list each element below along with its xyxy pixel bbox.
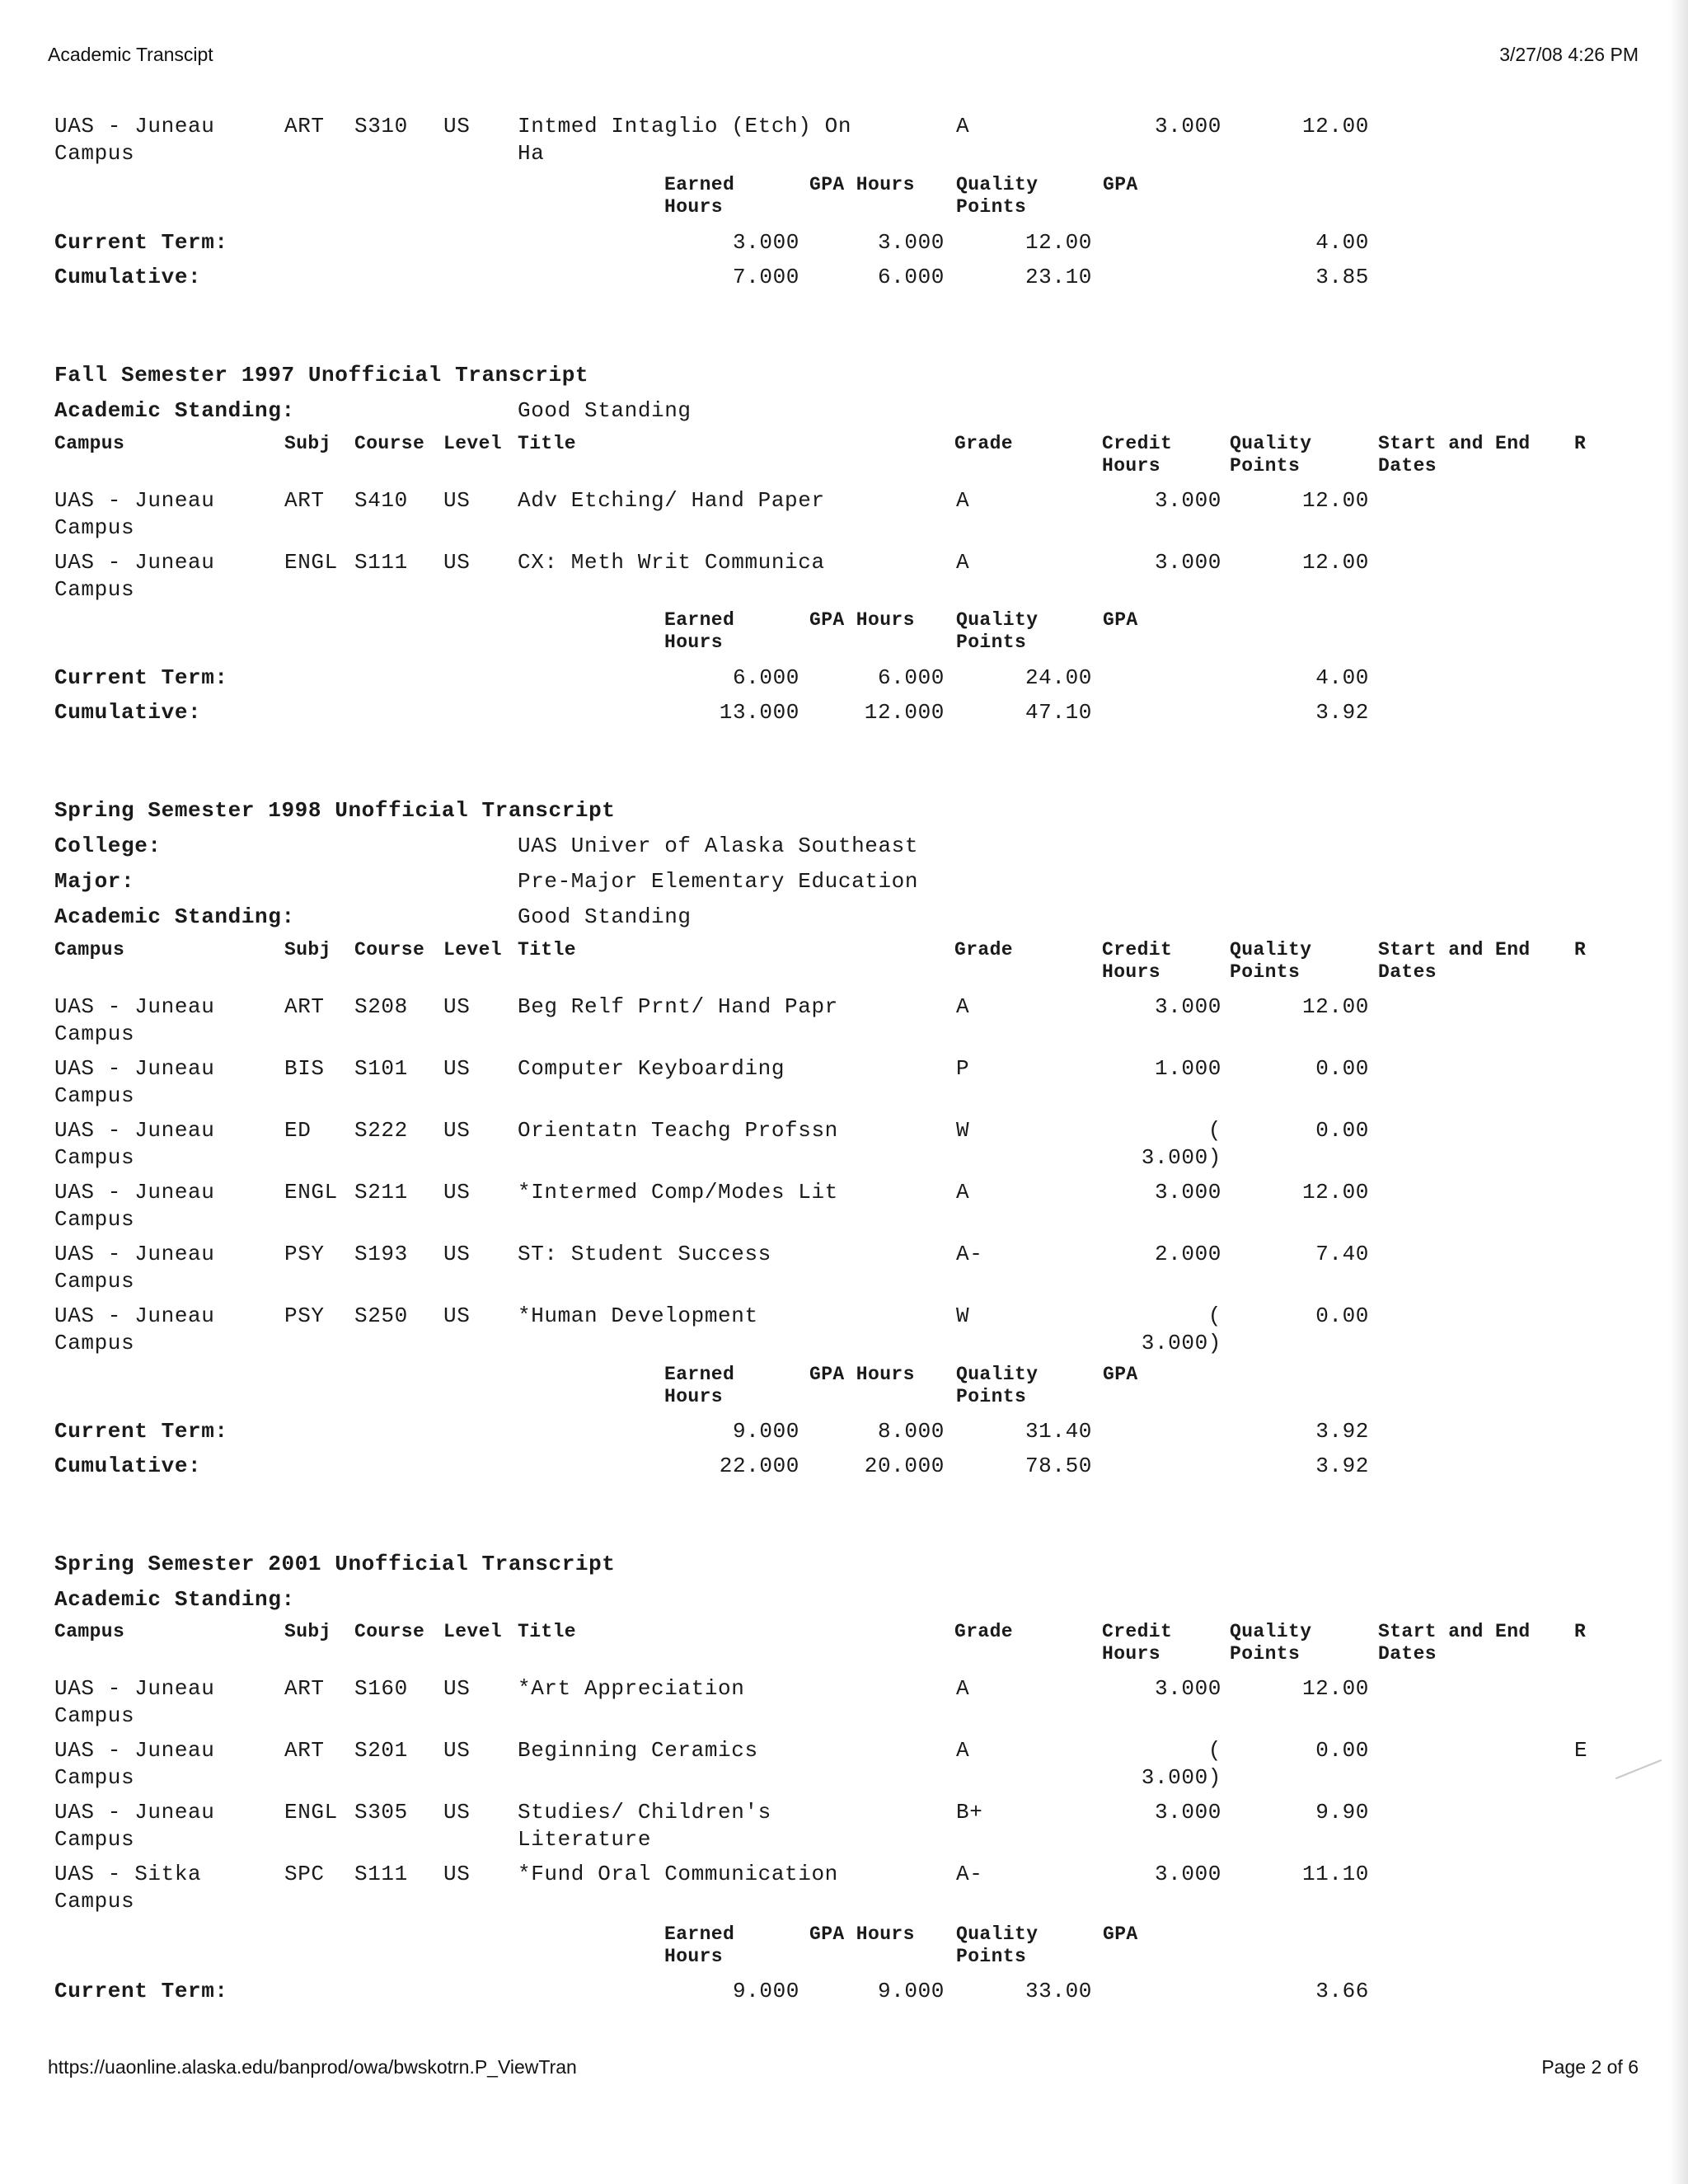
earned-label: Earned [664, 1364, 735, 1385]
title-cell: Intmed Intaglio (Etch) On [518, 114, 852, 139]
earned-hours-value: 3.000 [732, 230, 799, 255]
title-cell: Studies/ Children's [518, 1800, 771, 1825]
title-cell: *Art Appreciation [518, 1676, 745, 1701]
quality-points-cell: 12.00 [1301, 1676, 1369, 1701]
col-subj: Subj [284, 433, 331, 454]
campus-cell-line2: Campus [54, 1022, 135, 1046]
repeat-indicator-cell: E [1574, 1738, 1588, 1763]
major-label: Major: [54, 869, 135, 894]
campus-cell-line2: Campus [54, 1889, 135, 1914]
quality-points-value: 47.10 [1025, 700, 1092, 725]
earned-hours-value: 7.000 [732, 265, 799, 289]
credit-hours-cell: 3.000 [1154, 488, 1221, 513]
col-quality-points: Points [1230, 1643, 1301, 1665]
quality-label: Quality [956, 609, 1039, 631]
col-credit-hours: Hours [1102, 455, 1161, 477]
academic-standing-label: Academic Standing: [54, 398, 295, 423]
title-cell: CX: Meth Writ Communica [518, 550, 825, 575]
title-cell: ST: Student Success [518, 1242, 771, 1266]
title-cell-line2: Literature [518, 1827, 652, 1852]
course-cell: S208 [354, 994, 408, 1019]
quality-points-value: 31.40 [1025, 1419, 1092, 1444]
course-cell: S101 [354, 1056, 408, 1081]
quality-points-cell: 12.00 [1301, 1180, 1369, 1205]
col-r: R [1574, 433, 1587, 454]
level-cell: US [443, 488, 471, 513]
grade-cell: A [956, 1738, 970, 1763]
subj-cell: SPC [284, 1862, 325, 1886]
credit-hours-cell: 3.000 [1154, 1180, 1221, 1205]
quality-points-cell: 12.00 [1301, 114, 1369, 139]
page-footer-page-number: Page 2 of 6 [1541, 2056, 1639, 2078]
title-cell: Beg Relf Prnt/ Hand Papr [518, 994, 838, 1019]
campus-cell-line2: Campus [54, 1207, 135, 1232]
col-title: Title [518, 1621, 577, 1642]
quality-points-cell: 0.00 [1315, 1118, 1369, 1143]
level-cell: US [443, 114, 471, 139]
earned-hours-value: 9.000 [732, 1419, 799, 1444]
col-campus: Campus [54, 1621, 125, 1642]
subj-cell: BIS [284, 1056, 325, 1081]
gpa-label: GPA [1103, 174, 1138, 195]
earned-label: Earned [664, 1923, 735, 1945]
points-label: Points [956, 196, 1027, 218]
col-dates: Dates [1378, 1643, 1437, 1665]
level-cell: US [443, 1056, 471, 1081]
earned-hours-value: 22.000 [719, 1454, 799, 1478]
cumulative-label: Cumulative: [54, 265, 202, 289]
academic-standing-value: Good Standing [518, 904, 692, 929]
title-cell: Adv Etching/ Hand Paper [518, 488, 825, 513]
current-term-label: Current Term: [54, 665, 228, 690]
col-campus: Campus [54, 939, 125, 960]
course-cell: S310 [354, 114, 408, 139]
campus-cell: UAS - Juneau [54, 994, 215, 1019]
level-cell: US [443, 1676, 471, 1701]
gpa-hours-value: 6.000 [877, 265, 945, 289]
page-header-datetime: 3/27/08 4:26 PM [1499, 44, 1639, 65]
credit-hours-open: ( [1207, 1303, 1221, 1328]
credit-hours-cell: 3.000 [1154, 1862, 1221, 1886]
major-value: Pre-Major Elementary Education [518, 869, 919, 894]
quality-label: Quality [956, 1923, 1039, 1945]
subj-cell: ENGL [284, 1180, 338, 1205]
gpa-value: 3.92 [1315, 1419, 1369, 1444]
title-cell: Computer Keyboarding [518, 1056, 785, 1081]
campus-cell-line2: Campus [54, 141, 135, 166]
credit-hours-open: ( [1207, 1118, 1221, 1143]
credit-hours-cell: 3.000) [1141, 1145, 1221, 1170]
col-credit: Credit [1102, 939, 1173, 960]
term-heading: Spring Semester 2001 Unofficial Transcript [54, 1552, 616, 1576]
gpa-hours-value: 20.000 [864, 1454, 945, 1478]
grade-cell: A [956, 994, 970, 1019]
quality-points-value: 12.00 [1025, 230, 1092, 255]
col-credit: Credit [1102, 1621, 1173, 1642]
col-level: Level [443, 1621, 503, 1642]
course-cell: S410 [354, 488, 408, 513]
gpa-hours-label: GPA Hours [809, 174, 915, 195]
page-header-title: Academic Transcipt [48, 44, 213, 65]
grade-cell: A [956, 1676, 970, 1701]
credit-hours-cell: 3.000 [1154, 114, 1221, 139]
course-cell: S250 [354, 1303, 408, 1328]
credit-hours-cell: 2.000 [1154, 1242, 1221, 1266]
gpa-value: 4.00 [1315, 665, 1369, 690]
credit-hours-cell: 1.000 [1154, 1056, 1221, 1081]
gpa-value: 4.00 [1315, 230, 1369, 255]
academic-standing-value: Good Standing [518, 398, 692, 423]
col-start-end: Start and End [1378, 433, 1531, 454]
gpa-label: GPA [1103, 609, 1138, 631]
course-cell: S305 [354, 1800, 408, 1825]
campus-cell: UAS - Juneau [54, 1056, 215, 1081]
title-cell: Orientatn Teachg Profssn [518, 1118, 838, 1143]
course-cell: S160 [354, 1676, 408, 1701]
campus-cell: UAS - Juneau [54, 1180, 215, 1205]
course-cell: S222 [354, 1118, 408, 1143]
earned-hours-label: Hours [664, 196, 724, 218]
earned-label: Earned [664, 174, 735, 195]
col-level: Level [443, 433, 503, 454]
campus-cell: UAS - Juneau [54, 550, 215, 575]
quality-points-value: 23.10 [1025, 265, 1092, 289]
cumulative-label: Cumulative: [54, 700, 202, 725]
col-credit: Credit [1102, 433, 1173, 454]
gpa-hours-value: 9.000 [877, 1979, 945, 2003]
col-title: Title [518, 433, 577, 454]
college-label: College: [54, 834, 162, 858]
quality-label: Quality [956, 174, 1039, 195]
gpa-label: GPA [1103, 1923, 1138, 1945]
campus-cell-line2: Campus [54, 1083, 135, 1108]
earned-hours-label: Hours [664, 1386, 724, 1407]
grade-cell: A [956, 488, 970, 513]
campus-cell: UAS - Juneau [54, 1738, 215, 1763]
course-cell: S211 [354, 1180, 408, 1205]
campus-cell-line2: Campus [54, 1331, 135, 1355]
credit-hours-cell: 3.000) [1141, 1765, 1221, 1790]
points-label: Points [956, 632, 1027, 653]
title-cell-line2: Ha [518, 141, 545, 166]
level-cell: US [443, 1862, 471, 1886]
gpa-hours-label: GPA Hours [809, 609, 915, 631]
col-grade: Grade [954, 433, 1014, 454]
quality-points-cell: 7.40 [1315, 1242, 1369, 1266]
col-quality: Quality [1230, 939, 1312, 960]
current-term-label: Current Term: [54, 1979, 228, 2003]
col-campus: Campus [54, 433, 125, 454]
credit-hours-open: ( [1207, 1738, 1221, 1763]
scan-edge-shadow [1670, 0, 1688, 2184]
credit-hours-cell: 3.000) [1141, 1331, 1221, 1355]
grade-cell: A [956, 550, 970, 575]
gpa-hours-label: GPA Hours [809, 1923, 915, 1945]
subj-cell: ENGL [284, 550, 338, 575]
grade-cell: A [956, 1180, 970, 1205]
title-cell: *Intermed Comp/Modes Lit [518, 1180, 838, 1205]
campus-cell: UAS - Juneau [54, 114, 215, 139]
term-heading: Spring Semester 1998 Unofficial Transcript [54, 798, 616, 823]
campus-cell: UAS - Juneau [54, 1800, 215, 1825]
quality-label: Quality [956, 1364, 1039, 1385]
subj-cell: ART [284, 1738, 325, 1763]
col-subj: Subj [284, 1621, 331, 1642]
col-course: Course [354, 1621, 425, 1642]
credit-hours-cell: 3.000 [1154, 550, 1221, 575]
col-dates: Dates [1378, 961, 1437, 983]
quality-points-cell: 0.00 [1315, 1056, 1369, 1081]
col-credit-hours: Hours [1102, 1643, 1161, 1665]
col-title: Title [518, 939, 577, 960]
gpa-value: 3.66 [1315, 1979, 1369, 2003]
col-grade: Grade [954, 939, 1014, 960]
campus-cell: UAS - Sitka [54, 1862, 202, 1886]
grade-cell: W [956, 1303, 970, 1328]
col-quality-points: Points [1230, 455, 1301, 477]
level-cell: US [443, 1118, 471, 1143]
col-quality-points: Points [1230, 961, 1301, 983]
campus-cell-line2: Campus [54, 515, 135, 540]
subj-cell: ENGL [284, 1800, 338, 1825]
campus-cell: UAS - Juneau [54, 488, 215, 513]
quality-points-value: 24.00 [1025, 665, 1092, 690]
level-cell: US [443, 1800, 471, 1825]
subj-cell: PSY [284, 1242, 325, 1266]
campus-cell: UAS - Juneau [54, 1676, 215, 1701]
col-quality: Quality [1230, 433, 1312, 454]
earned-hours-value: 13.000 [719, 700, 799, 725]
gpa-value: 3.85 [1315, 265, 1369, 289]
current-term-label: Current Term: [54, 230, 228, 255]
subj-cell: PSY [284, 1303, 325, 1328]
grade-cell: A- [956, 1242, 983, 1266]
credit-hours-cell: 3.000 [1154, 994, 1221, 1019]
col-subj: Subj [284, 939, 331, 960]
quality-points-value: 33.00 [1025, 1979, 1092, 2003]
subj-cell: ART [284, 1676, 325, 1701]
col-course: Course [354, 939, 425, 960]
earned-hours-value: 9.000 [732, 1979, 799, 2003]
grade-cell: P [956, 1056, 970, 1081]
level-cell: US [443, 994, 471, 1019]
level-cell: US [443, 1180, 471, 1205]
subj-cell: ART [284, 488, 325, 513]
campus-cell-line2: Campus [54, 577, 135, 602]
col-r: R [1574, 939, 1587, 960]
course-cell: S193 [354, 1242, 408, 1266]
col-dates: Dates [1378, 455, 1437, 477]
campus-cell: UAS - Juneau [54, 1303, 215, 1328]
term-heading: Fall Semester 1997 Unofficial Transcript [54, 363, 589, 387]
quality-points-cell: 12.00 [1301, 488, 1369, 513]
campus-cell: UAS - Juneau [54, 1118, 215, 1143]
credit-hours-cell: 3.000 [1154, 1800, 1221, 1825]
title-cell: *Human Development [518, 1303, 758, 1328]
earned-hours-label: Hours [664, 632, 724, 653]
campus-cell: UAS - Juneau [54, 1242, 215, 1266]
scan-mark [1615, 1759, 1662, 1779]
academic-standing-label: Academic Standing: [54, 904, 295, 929]
page-footer-url: https://uaonline.alaska.edu/banprod/owa/bwskotrn.P_ViewTran [48, 2056, 577, 2078]
subj-cell: ED [284, 1118, 312, 1143]
gpa-hours-value: 6.000 [877, 665, 945, 690]
gpa-hours-value: 8.000 [877, 1419, 945, 1444]
col-start-end: Start and End [1378, 939, 1531, 960]
level-cell: US [443, 1303, 471, 1328]
points-label: Points [956, 1386, 1027, 1407]
quality-points-cell: 11.10 [1301, 1862, 1369, 1886]
level-cell: US [443, 1738, 471, 1763]
level-cell: US [443, 550, 471, 575]
quality-points-cell: 0.00 [1315, 1303, 1369, 1328]
earned-hours-label: Hours [664, 1946, 724, 1967]
gpa-value: 3.92 [1315, 1454, 1369, 1478]
col-r: R [1574, 1621, 1587, 1642]
grade-cell: A [956, 114, 970, 139]
col-credit-hours: Hours [1102, 961, 1161, 983]
course-cell: S201 [354, 1738, 408, 1763]
col-start-end: Start and End [1378, 1621, 1531, 1642]
course-cell: S111 [354, 1862, 408, 1886]
subj-cell: ART [284, 114, 325, 139]
quality-points-cell: 12.00 [1301, 550, 1369, 575]
subj-cell: ART [284, 994, 325, 1019]
academic-standing-label: Academic Standing: [54, 1587, 295, 1612]
col-course: Course [354, 433, 425, 454]
grade-cell: A- [956, 1862, 983, 1886]
college-value: UAS Univer of Alaska Southeast [518, 834, 919, 858]
quality-points-cell: 0.00 [1315, 1738, 1369, 1763]
gpa-value: 3.92 [1315, 700, 1369, 725]
title-cell: Beginning Ceramics [518, 1738, 758, 1763]
campus-cell-line2: Campus [54, 1145, 135, 1170]
current-term-label: Current Term: [54, 1419, 228, 1444]
gpa-label: GPA [1103, 1364, 1138, 1385]
gpa-hours-value: 3.000 [877, 230, 945, 255]
col-level: Level [443, 939, 503, 960]
campus-cell-line2: Campus [54, 1827, 135, 1852]
campus-cell-line2: Campus [54, 1703, 135, 1728]
course-cell: S111 [354, 550, 408, 575]
gpa-hours-label: GPA Hours [809, 1364, 915, 1385]
earned-hours-value: 6.000 [732, 665, 799, 690]
quality-points-value: 78.50 [1025, 1454, 1092, 1478]
gpa-hours-value: 12.000 [864, 700, 945, 725]
title-cell: *Fund Oral Communication [518, 1862, 838, 1886]
quality-points-cell: 12.00 [1301, 994, 1369, 1019]
cumulative-label: Cumulative: [54, 1454, 202, 1478]
earned-label: Earned [664, 609, 735, 631]
quality-points-cell: 9.90 [1315, 1800, 1369, 1825]
points-label: Points [956, 1946, 1027, 1967]
col-grade: Grade [954, 1621, 1014, 1642]
campus-cell-line2: Campus [54, 1269, 135, 1294]
campus-cell-line2: Campus [54, 1765, 135, 1790]
col-quality: Quality [1230, 1621, 1312, 1642]
credit-hours-cell: 3.000 [1154, 1676, 1221, 1701]
grade-cell: W [956, 1118, 970, 1143]
level-cell: US [443, 1242, 471, 1266]
grade-cell: B+ [956, 1800, 983, 1825]
